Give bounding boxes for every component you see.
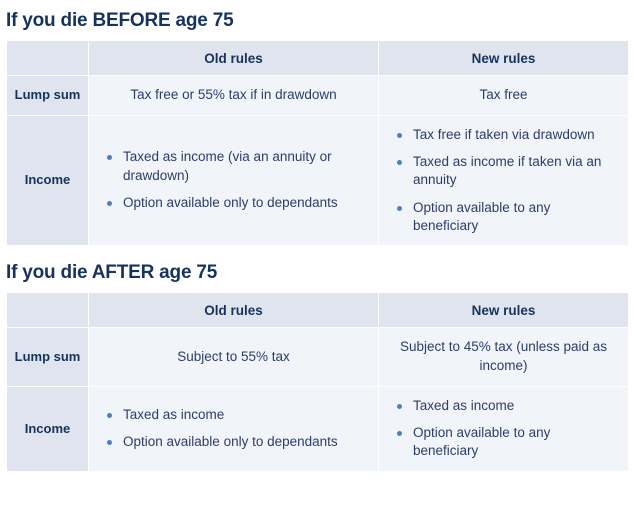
cell-lump-sum-new: Subject to 45% tax (unless paid as income) xyxy=(379,328,629,386)
cell-lump-sum-old: Tax free or 55% tax if in drawdown xyxy=(89,76,379,116)
cell-lump-sum-old: Subject to 55% tax xyxy=(89,328,379,386)
table-after-75 xyxy=(6,292,629,471)
cell-income-old xyxy=(89,386,379,471)
column-header-old-rules: Old rules xyxy=(89,41,379,76)
list-item: Option available only to dependants xyxy=(119,433,366,451)
cell-income-old xyxy=(89,115,379,246)
row-label-income: Income xyxy=(7,386,89,471)
bullet-list xyxy=(391,126,616,236)
cell-income-new xyxy=(379,115,629,246)
table-before-75-wrapper xyxy=(0,40,634,246)
cell-lump-sum-new: Tax free xyxy=(379,76,629,116)
table-header-row xyxy=(7,41,629,76)
list-item: Taxed as income xyxy=(119,406,366,424)
table-row xyxy=(7,328,629,386)
list-item: Option available to any beneficiary xyxy=(409,199,616,236)
column-header-blank xyxy=(7,41,89,76)
section-title-after-75: If you die AFTER age 75 xyxy=(6,262,218,284)
column-header-old-rules: Old rules xyxy=(89,293,379,328)
table-row xyxy=(7,115,629,246)
row-label-income: Income xyxy=(7,115,89,246)
list-item: Option available only to dependants xyxy=(119,194,366,212)
list-item: Taxed as income xyxy=(409,397,616,415)
bullet-list xyxy=(101,148,366,212)
table-row xyxy=(7,76,629,116)
table-row xyxy=(7,386,629,471)
column-header-blank xyxy=(7,293,89,328)
list-item: Option available to any beneficiary xyxy=(409,424,616,461)
bullet-list xyxy=(101,406,366,452)
bullet-list xyxy=(391,397,616,461)
list-item: Taxed as income if taken via an annuity xyxy=(409,153,616,190)
column-header-new-rules: New rules xyxy=(379,293,629,328)
table-header-row xyxy=(7,293,629,328)
row-label-lump-sum: Lump sum xyxy=(7,328,89,386)
row-label-lump-sum: Lump sum xyxy=(7,76,89,116)
column-header-new-rules: New rules xyxy=(379,41,629,76)
list-item: Tax free if taken via drawdown xyxy=(409,126,616,144)
cell-income-new xyxy=(379,386,629,471)
section-spacer xyxy=(0,246,634,258)
section-title-before-75: If you die BEFORE age 75 xyxy=(6,10,234,31)
table-before-75 xyxy=(6,40,629,246)
table-after-75-wrapper xyxy=(0,292,634,471)
list-item: Taxed as income (via an annuity or drawdown) xyxy=(119,148,366,185)
